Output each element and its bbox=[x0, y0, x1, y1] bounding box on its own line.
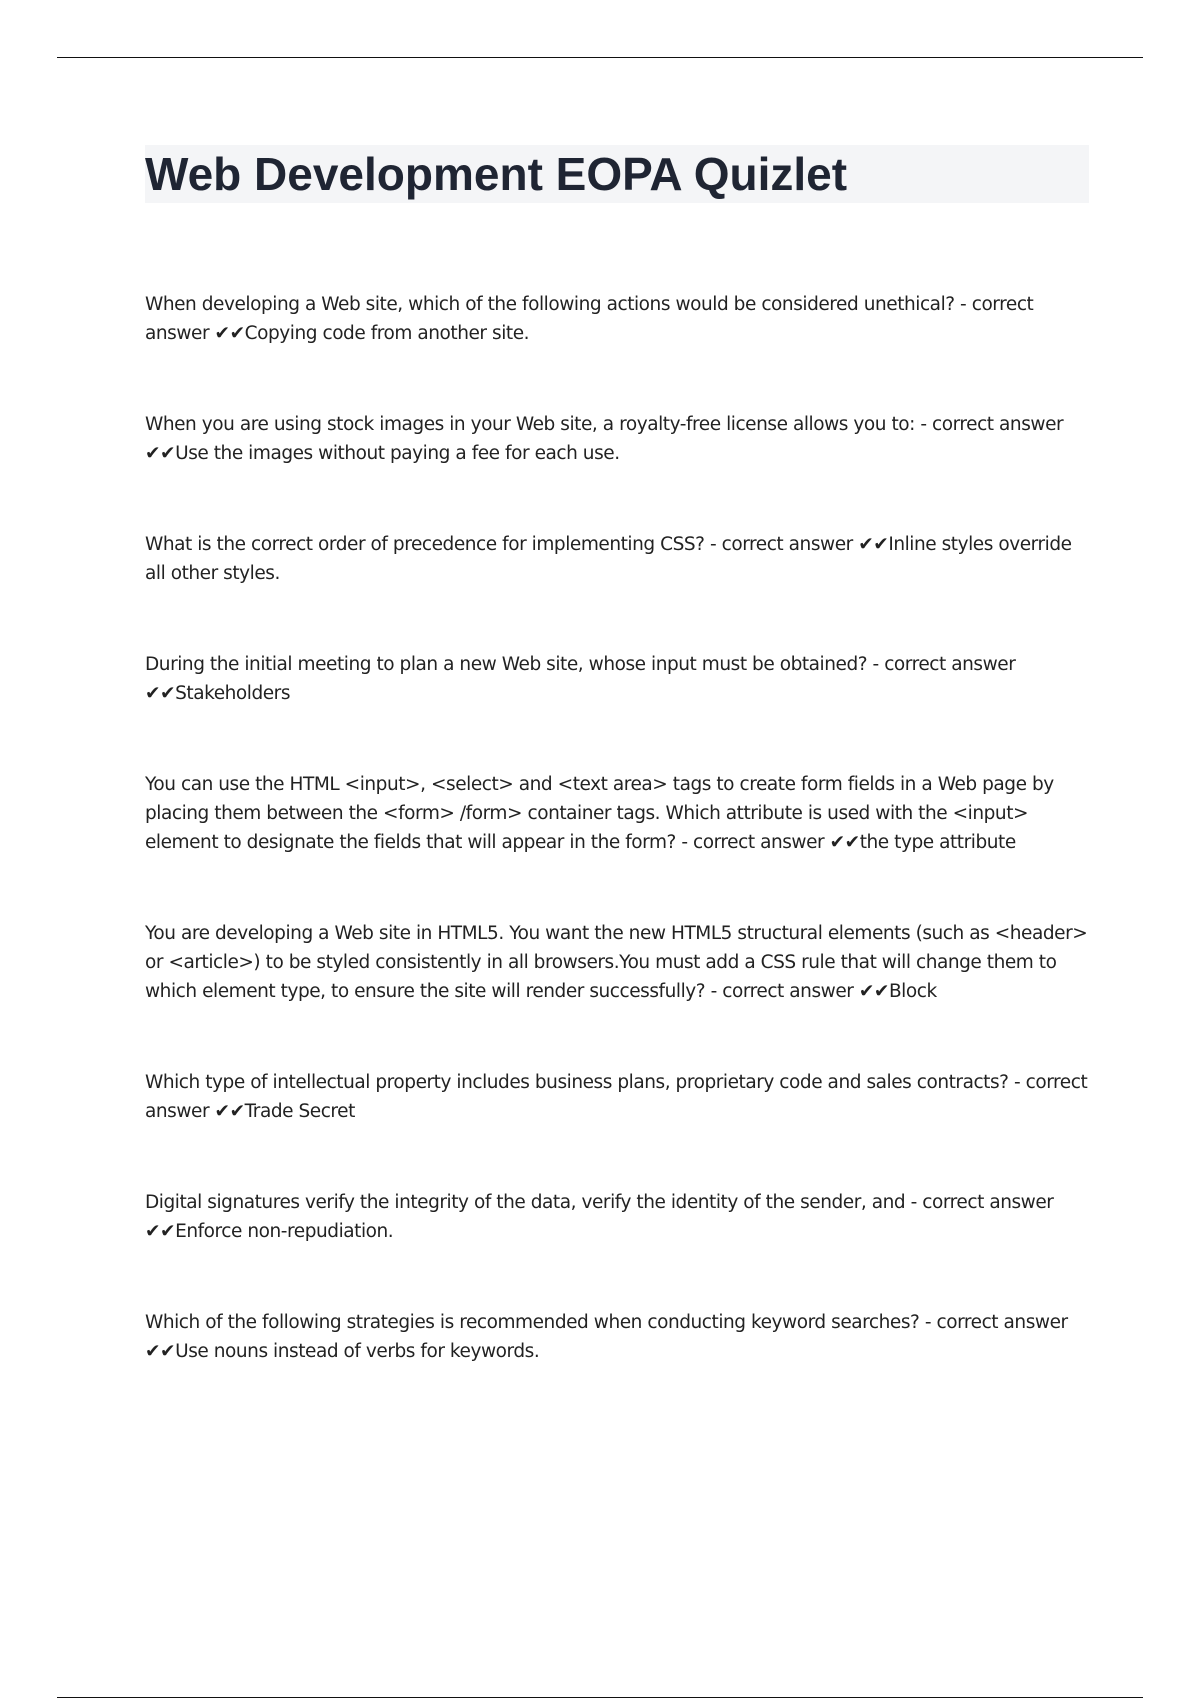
qa-item: You are developing a Web site in HTML5. You want the new HTML5 structural elements (such as <header> or <article>) to be styled consistently in all browsers.You must add a CSS rule that will change them to which element type, to ensure the site will render successfully? - correct answer ✔✔Block bbox=[145, 923, 1088, 1002]
qa-item: When developing a Web site, which of the following actions would be considered unethical? - correct answer ✔✔Copying code from another site. bbox=[145, 294, 1034, 344]
bottom-divider bbox=[57, 1697, 1143, 1698]
qa-item: You can use the HTML <input>, <select> and <text area> tags to create form fields in a Web page by placing them between the <form> /form> container tags. Which attribute is used with the <input> element to designate the fields that will appear in the form? - correct answer ✔✔the type attribute bbox=[145, 774, 1054, 853]
qa-item: When you are using stock images in your Web site, a royalty-free license allows you to: - correct answer ✔✔Use the images without paying a fee for each use. bbox=[145, 414, 1064, 464]
top-divider bbox=[57, 57, 1143, 58]
qa-item: What is the correct order of precedence for implementing CSS? - correct answer ✔✔Inline styles override all other styles. bbox=[145, 534, 1072, 584]
question-answer-list bbox=[145, 290, 1090, 1366]
qa-item: Which of the following strategies is recommended when conducting keyword searches? - correct answer ✔✔Use nouns instead of verbs for keywords. bbox=[145, 1312, 1068, 1362]
qa-item: Which type of intellectual property includes business plans, proprietary code and sales contracts? - correct answer ✔✔Trade Secret bbox=[145, 1072, 1088, 1122]
qa-item: Digital signatures verify the integrity of the data, verify the identity of the sender, and - correct answer ✔✔Enforce non-repudiation. bbox=[145, 1192, 1054, 1242]
page-title: Web Development EOPA Quizlet bbox=[145, 148, 848, 200]
qa-item: During the initial meeting to plan a new Web site, whose input must be obtained? - correct answer ✔✔Stakeholders bbox=[145, 654, 1016, 704]
